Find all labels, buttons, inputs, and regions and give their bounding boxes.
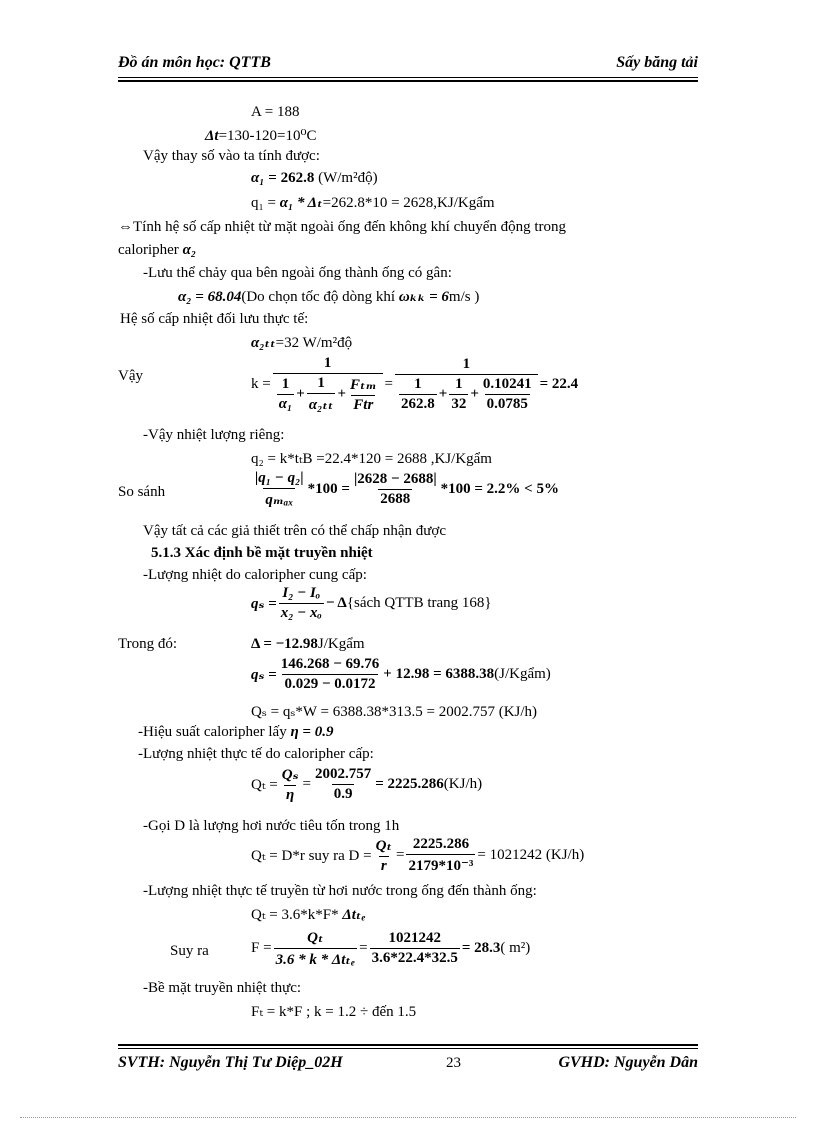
line-delta-value: Δ = −12.98J/Kgẩm [251, 636, 365, 652]
header-rule-thick [118, 80, 698, 82]
line-specific-heat: -Vậy nhiệt lượng riêng: [143, 427, 285, 443]
line-suy-ra-label: Suy ra [170, 943, 209, 959]
footer-rule-thick [118, 1044, 698, 1046]
line-efficiency: -Hiệu suất caloripher lấy η = 0.9 [138, 724, 334, 740]
line-heat-transfer: -Lượng nhiệt thực tế truyền từ hơi nước trong ống đến thành ống: [143, 883, 537, 899]
line-Ft: Fₜ = k*F ; k = 1.2 ÷ đến 1.5 [251, 1004, 417, 1020]
line-caloripher-alpha2: caloripher α₂ [118, 242, 197, 258]
formula-qs: qₛ = $\frac{\text{I₂ − Iₒ}}{\text{x₂ − xₒ}}$ − Δ {sách QTTB trang 168} [251, 585, 492, 621]
line-convective: Hệ số cấp nhiệt đối lưu thực tế: [120, 311, 309, 327]
bottom-dotted-divider [20, 1117, 796, 1118]
line-q1: q₁ = α₁ * Δₜ=262.8*10 = 2628,KJ/Kgẩm [251, 195, 495, 211]
footer-rule-thin [118, 1048, 698, 1049]
header-rule-thin [118, 77, 698, 78]
formula-D: Qₜ = D*r suy ra D = $\frac{\text{Qₜ}}{r}$ = $\frac{2225.286}{\text{2179*10⁻³}}$ = 1021242 (KJ/h) [251, 836, 585, 874]
line-alpha2tt: α₂ₜₜ=32 W/m²độ [251, 335, 353, 351]
line-actual-heat: -Lượng nhiệt thực tế do caloripher cấp: [138, 746, 374, 762]
line-heat-coefficient: ⇔Tính hệ số cấp nhiệt từ mặt ngoài ống đến không khí chuyển động trong [118, 219, 567, 235]
header-left: Đồ án môn học: QTTB [118, 54, 271, 71]
section-heading-5-1-3: 5.1.3 Xác định bề mặt truyền nhiệt [151, 545, 373, 561]
line-actual-surface: -Bề mặt truyền nhiệt thực: [143, 980, 302, 996]
line-vay-label: Vậy [118, 368, 143, 384]
line-substitute: Vậy thay số vào ta tính được: [143, 148, 320, 164]
line-caloripher-heat: -Lượng nhiệt do caloripher cung cấp: [143, 567, 367, 583]
footer-student: SVTH: Nguyễn Thị Tư Diệp_02H [118, 1054, 343, 1071]
header-right: Sấy băng tải [616, 54, 698, 71]
line-compare-label: So sánh [118, 484, 166, 500]
formula-qs-value: qₛ = $\frac{146.268 - 69.76}{0.029 - 0.0172}$ + 12.98 = 6388.38 (J/Kgẩm) [251, 656, 551, 692]
formula-Qt: Qₜ = $\frac{\text{Qₛ}}{\eta}$ = $\frac{2002.757}{0.9}$ = 2225.286 (KJ/h) [251, 766, 483, 803]
line-Qs: Qₛ = qₛ*W = 6388.38*313.5 = 2002.757 (KJ/h) [251, 704, 538, 720]
line-fluid-outside: -Lưu thể chảy qua bên ngoài ống thành ống có gân: [143, 265, 452, 281]
fraction-k-numeric: 1 $\frac{1}{262.8}$ + $\frac{1}{32}$ + $\frac{0.10241}{0.0785}$ [395, 356, 538, 413]
line-alpha2-value: α₂ = 68.04(Do chọn tốc độ dòng khí ωₖₖ = 6m/s ) [178, 289, 480, 305]
line-where-label: Trong đó: [118, 636, 178, 652]
fraction-k-symbolic: 1 $\frac{1}{\text{α₁}}$ + $\frac{1}{\text{α₂ₜₜ}}$ + $\frac{\text{Fₜₘ}}{\text{Ftr}}$ [273, 355, 383, 414]
line-q2: q₂ = k*tₜB =22.4*120 = 2688 ,KJ/Kgẩm [251, 451, 492, 467]
line-alpha1: α₁ = 262.8 (W/m²độ) [251, 170, 378, 186]
footer-advisor: GVHD: Nguyễn Dân [558, 1054, 698, 1071]
line-delta-t: Δt=130-120=10⁰C [205, 128, 317, 144]
line-Qt-formula: Qₜ = 3.6*k*F* Δtₜₑ [251, 907, 366, 923]
line-a: A = 188 [251, 104, 300, 120]
formula-F: F = $\frac{\text{Qₜ}}{\text{3.6 * k * Δtₜₑ}}$ = $\frac{1021242}{3.6*22.4*32.5}$ = 28.3 ( m²) [251, 930, 531, 968]
page-number: 23 [446, 1055, 461, 1071]
line-steam-consumption: -Gọi D là lượng hơi nước tiêu tốn trong 1h [143, 818, 400, 834]
formula-k: k = 1 $\frac{1}{\text{α₁}}$ + $\frac{1}{\text{α₂ₜₜ}}$ + $\frac{\text{Fₜₘ}}{\text{Ftr}}$ = 1 $\frac{1}{262.8}$ + $\frac{1}{32}$ + $\frac{0.10241}{0.0785}$ = 22.4 [251, 355, 579, 413]
formula-compare: $\frac{\text{|q₁ − q₂|}}{\text{qₘₐₓ}}$ *100 = $\frac{|2628 - 2688|}{2688}$ *100 = 2.2% < 5% [255, 470, 559, 508]
line-accepted: Vậy tất cả các giả thiết trên có thể chấp nhận được [143, 523, 447, 539]
